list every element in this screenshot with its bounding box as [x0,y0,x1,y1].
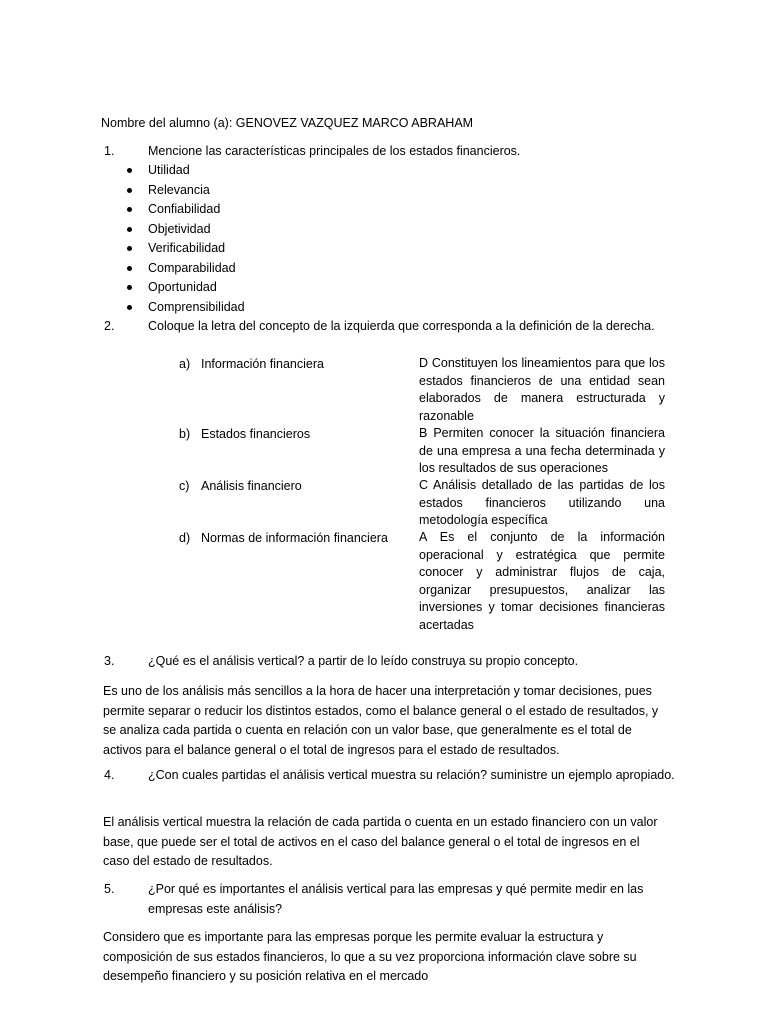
question-1-number: 1. [104,144,115,158]
matching-definition: A Es el conjunto de la información operacional y estratégica que permite conocer y administrar flujos de caja, organizar presupuestos, analizar las inversiones y tomar decisiones financieras acertadas [419,530,665,632]
matching-letter: c) [179,479,190,493]
question-2-number: 2. [104,319,115,333]
matching-definition: D Constituyen los lineamientos para que los estados financieros de una entidad sean elaborados de manera estructurada y razonable [419,356,665,423]
list-item: Verificabilidad [126,239,245,259]
question-5 [104,880,679,919]
matching-concept: Estados financieros [201,427,311,441]
question-3-text: ¿Qué es el análisis vertical? a partir de lo leído construya su propio concepto. [148,654,579,668]
question-1 [104,142,679,162]
question-4-text: ¿Con cuales partidas el análisis vertical muestra su relación? suministre un ejemplo apropiado. [148,768,675,782]
characteristics-list [126,161,245,317]
question-5-number: 5. [104,882,115,896]
answer-4: El análisis vertical muestra la relación de cada partida o cuenta en un estado financiero con un valor base, que puede ser el total de activos en el caso del balance general o el total de ingresos en el caso del estado de resultados. [103,815,658,868]
question-5-text: ¿Por qué es importantes el análisis vertical para las empresas y qué permite medir en las empresas este análisis? [148,882,644,916]
list-item: Confiabilidad [126,200,245,220]
matching-definition: B Permiten conocer la situación financiera de una empresa a una fecha determinada y los resultados de sus operaciones [419,426,665,475]
list-item: Objetividad [126,220,245,240]
answer-3: Es uno de los análisis más sencillos a la hora de hacer una interpretación y tomar decisiones, pues permite separar o reducir los distintos estados, como el balance general o el estado de resultados, y se analiza cada partida o cuenta en relación con un valor base, que generalmente es el total de activos para el balance general o el total de ingresos para el estado de resultados. [103,684,659,757]
student-name: Nombre del alumno (a): GENOVEZ VAZQUEZ MARCO ABRAHAM [101,116,474,130]
matching-letter: a) [179,357,191,371]
answer-5: Considero que es importante para las empresas porque les permite evaluar la estructura y composición de sus estados financieros, lo que a su vez proporciona información clave sobre su desempeño financiero y su posición relativa en el mercado [103,930,637,983]
matching-definition: C Análisis detallado de las partidas de los estados financieros utilizando una metodología específica [419,478,665,527]
question-2-text: Coloque la letra del concepto de la izquierda que corresponda a la definición de la derecha. [148,319,655,333]
question-3 [104,652,679,672]
list-item: Utilidad [126,161,245,181]
matching-concept: Normas de información financiera [201,531,388,545]
question-2 [104,317,679,337]
question-4 [104,766,679,786]
matching-concept: Análisis financiero [201,479,302,493]
matching-letter: b) [179,427,191,441]
list-item: Relevancia [126,181,245,201]
question-4-number: 4. [104,768,115,782]
matching-concept: Información financiera [201,357,324,371]
list-item: Comparabilidad [126,259,245,279]
list-item: Oportunidad [126,278,245,298]
matching-letter: d) [179,531,191,545]
list-item: Comprensibilidad [126,298,245,318]
question-1-text: Mencione las características principales de los estados financieros. [148,144,521,158]
question-3-number: 3. [104,654,115,668]
